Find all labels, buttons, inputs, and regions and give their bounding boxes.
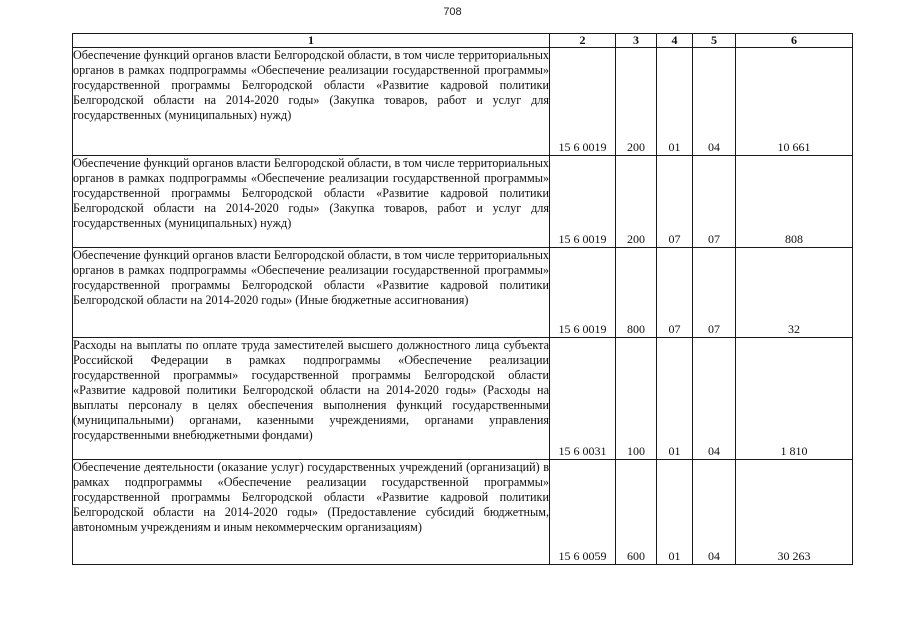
row-section: 01 bbox=[657, 48, 693, 156]
table-row bbox=[73, 48, 853, 156]
row-subsection: 04 bbox=[693, 460, 736, 565]
row-expense-type: 100 bbox=[616, 338, 657, 460]
row-description: Обеспечение деятельности (оказание услуг) государственных учреждений (организаций) в рамках подпрограммы «Обеспечение реализации государственной программы» государственной программы Белгородской области «Развитие кадровой политики Белгородской области на 2014-2020 годы» (Предоставление субсидий бюджетным, автономным учреждениям и иным некоммерческим организациям) bbox=[73, 460, 550, 565]
row-subsection: 07 bbox=[693, 156, 736, 248]
row-subsection: 07 bbox=[693, 248, 736, 338]
row-section: 07 bbox=[657, 248, 693, 338]
row-description: Расходы на выплаты по оплате труда заместителей высшего должностного лица субъекта Российской Федерации в рамках подпрограммы «Обеспечение реализации государственной программы» государственной программы Белгородской области «Развитие кадровой политики Белгородской области на 2014-2020 годы» (Расходы на выплаты персоналу в целях обеспечения выполнения функций государственными (муниципальными) органами, казенными учреждениями, органами управления государственными внебюджетными фондами) bbox=[73, 338, 550, 460]
header-row bbox=[73, 34, 853, 48]
row-target-article: 15 6 0059 bbox=[550, 460, 616, 565]
table-row bbox=[73, 156, 853, 248]
row-target-article: 15 6 0019 bbox=[550, 48, 616, 156]
row-target-article: 15 6 0019 bbox=[550, 156, 616, 248]
page-number: 708 bbox=[443, 6, 462, 18]
row-target-article: 15 6 0019 bbox=[550, 248, 616, 338]
table-row bbox=[73, 460, 853, 565]
table-row bbox=[73, 338, 853, 460]
row-amount: 808 bbox=[736, 156, 853, 248]
row-section: 01 bbox=[657, 338, 693, 460]
column-header-description: 1 bbox=[73, 34, 550, 48]
column-header-target-article: 2 bbox=[550, 34, 616, 48]
table-row bbox=[73, 248, 853, 338]
row-subsection: 04 bbox=[693, 338, 736, 460]
row-amount: 32 bbox=[736, 248, 853, 338]
row-subsection: 04 bbox=[693, 48, 736, 156]
row-amount: 10 661 bbox=[736, 48, 853, 156]
row-amount: 30 263 bbox=[736, 460, 853, 565]
row-expense-type: 600 bbox=[616, 460, 657, 565]
row-target-article: 15 6 0031 bbox=[550, 338, 616, 460]
row-description: Обеспечение функций органов власти Белгородской области, в том числе территориальных органов в рамках подпрограммы «Обеспечение реализации государственной программы» государственной программы Белгородской области «Развитие кадровой политики Белгородской области на 2014-2020 годы» (Иные бюджетные ассигнования) bbox=[73, 248, 550, 338]
row-expense-type: 800 bbox=[616, 248, 657, 338]
column-header-expense-type: 3 bbox=[616, 34, 657, 48]
budget-table bbox=[72, 33, 853, 565]
column-header-section: 4 bbox=[657, 34, 693, 48]
row-section: 01 bbox=[657, 460, 693, 565]
row-description: Обеспечение функций органов власти Белгородской области, в том числе территориальных органов в рамках подпрограммы «Обеспечение реализации государственной программы» государственной программы Белгородской области «Развитие кадровой политики Белгородской области на 2014-2020 годы» (Закупка товаров, работ и услуг для государственных (муниципальных) нужд) bbox=[73, 48, 550, 156]
row-expense-type: 200 bbox=[616, 156, 657, 248]
column-header-subsection: 5 bbox=[693, 34, 736, 48]
row-description: Обеспечение функций органов власти Белгородской области, в том числе территориальных органов в рамках подпрограммы «Обеспечение реализации государственной программы» государственной программы Белгородской области «Развитие кадровой политики Белгородской области на 2014-2020 годы» (Закупка товаров, работ и услуг для государственных (муниципальных) нужд) bbox=[73, 156, 550, 248]
row-expense-type: 200 bbox=[616, 48, 657, 156]
row-section: 07 bbox=[657, 156, 693, 248]
column-header-amount: 6 bbox=[736, 34, 853, 48]
row-amount: 1 810 bbox=[736, 338, 853, 460]
